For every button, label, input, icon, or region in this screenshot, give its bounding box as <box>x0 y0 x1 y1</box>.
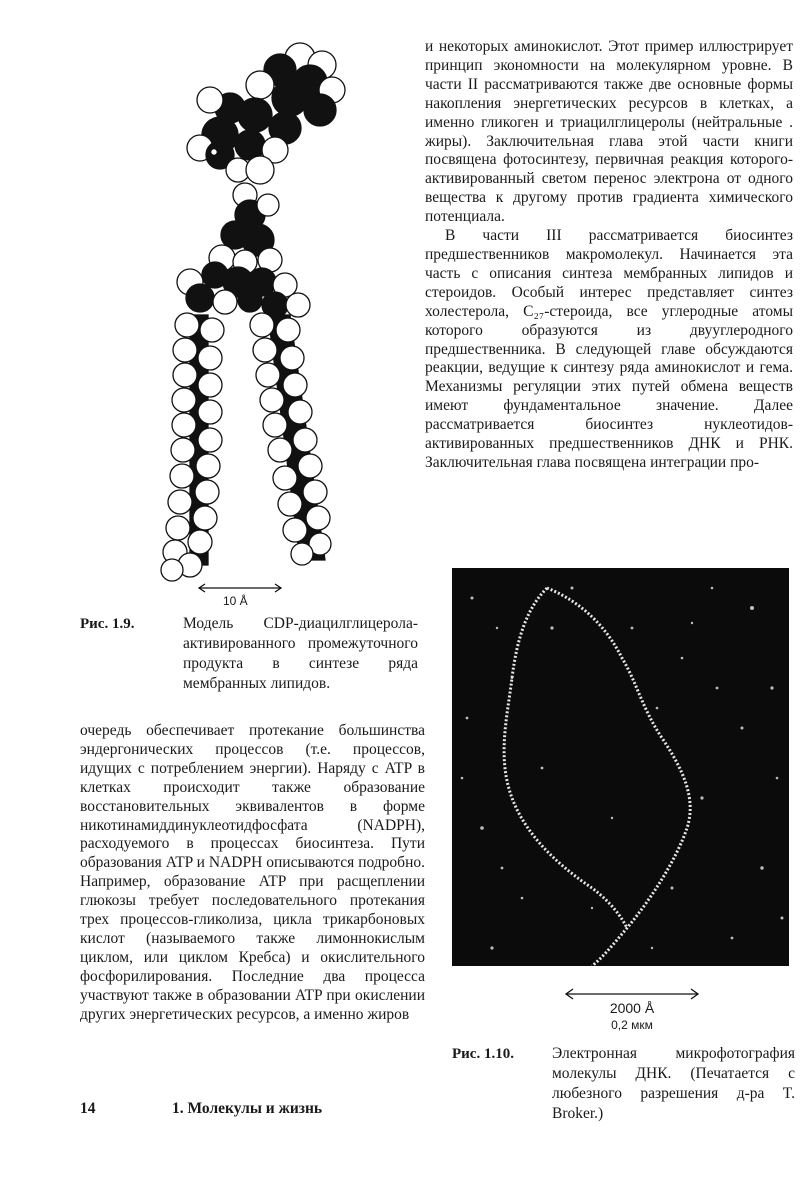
paragraph: очередь обеспечивает протекание большинства эндергонических процессов (т.е. процессов, идущих с потреблением энергии). Наряду с ATP в клетках происходит также образование восстановительных эквивалентов в форме никотинамиддинуклеотидфосфата (NADPH), расходуемого в процессах биосинтеза. Пути образования ATP и NADPH описываются подробно. Например, образование ATP при расщеплении глюкозы требует последовательного протекания трех процессов-гликолиза, цикла трикарбоновых кислот (называемого также лимоннокислым циклом, или циклом Кребса) и окислительного фосфорилирования. Последние два процесса участвуют также в образовании ATP при окислении других энергетических ресурсов, а именно жиров <box>80 722 425 1023</box>
scale-bar-2000-angstrom <box>562 987 702 1037</box>
right-text-column <box>425 38 793 473</box>
figure-1-9-caption <box>80 614 420 704</box>
running-head: 1. Молекулы и жизнь <box>172 1100 323 1117</box>
scale-label: 2000 Å <box>609 1000 655 1016</box>
caption-number: Рис. 1.9. <box>80 616 135 632</box>
paragraph: и некоторых аминокислот. Этот пример иллюстрирует принцип экономности на молекулярном уровне. В части II рассматриваются также две основные формы накопления энергетических ресурсов в клетках, а именно гликоген и триацилглицеролы (нейтральные . жиры). Заключительная глава этой части книги посвящена фотосинтезу, первичная реакция которого-активированный светом перенос электрона от одного вещества к другому против градиента химического потенциала. <box>425 38 793 226</box>
scale-label-secondary: 0,2 мкм <box>611 1018 653 1032</box>
caption-number: Рис. 1.10. <box>452 1046 514 1062</box>
figure-1-10-caption <box>452 1044 797 1134</box>
double-arrow-icon <box>562 987 702 1001</box>
dna-micrograph-image <box>452 568 789 966</box>
molecule-model-figure <box>150 30 370 590</box>
dna-micrograph <box>452 568 789 966</box>
page-number: 14 <box>80 1100 96 1117</box>
scale-label: 10 Å <box>223 594 248 608</box>
double-arrow-icon <box>195 582 285 594</box>
paragraph: В части III рассматривается биосинтез предшественников макромолекул. Начинается эта часть с описания синтеза мембранных липидов и стероидов. Особый интерес представляет синтез холестерола, C₂₇-стероида, все углеродные атомы которого образуются из двууглеродного предшественника. В следующей главе обсуждаются реакции, ведущие к синтезу ряда аминокислот и гема. Механизмы регуляции этих путей обмена веществ имеют фундаментальное значение. Далее рассматривается биосинтез нуклеотидов-активированных предшественников ДНК и РНК. Заключительная глава посвящена интеграции про- <box>425 227 793 471</box>
left-text-column <box>80 722 425 1025</box>
caption-text: Электронная микрофотография молекулы ДНК. (Печатается с любезного разрешения д-ра T. Broker.) <box>552 1045 795 1122</box>
scale-bar-10-angstrom <box>195 582 285 612</box>
molecule-model-image <box>150 30 370 590</box>
caption-text: Модель CDP-диацилглицерола-активированного промежуточного продукта в синтезе ряда мембранных липидов. <box>183 615 418 692</box>
